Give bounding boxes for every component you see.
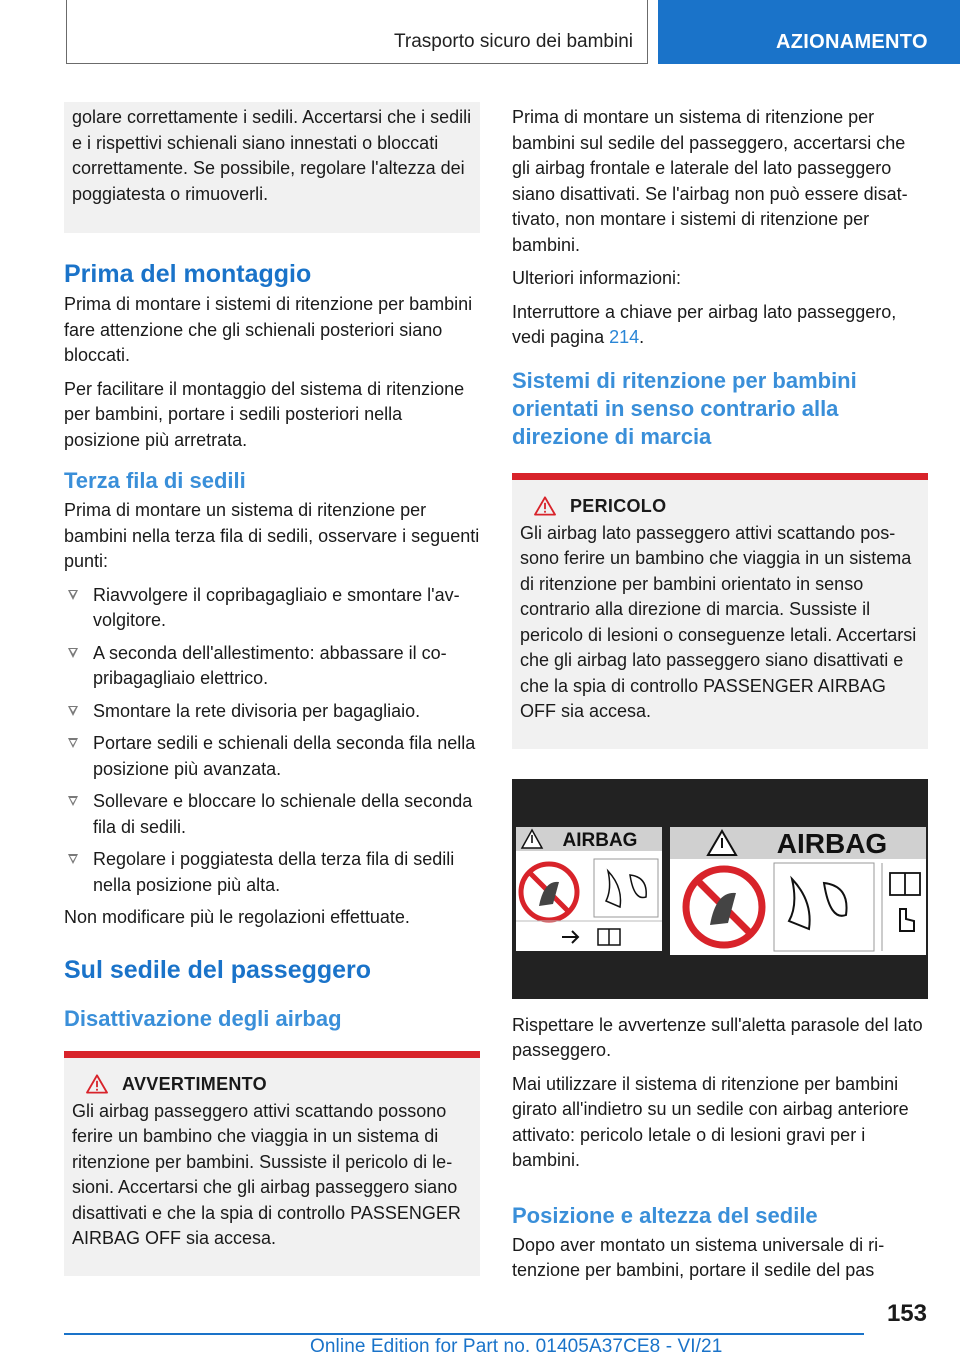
heading-disattivazione-airbag: Disattivazione degli airbag <box>64 1005 342 1031</box>
danger-title: PERICOLO <box>570 495 667 516</box>
small-label-airbag-text: AIRBAG <box>562 829 638 851</box>
paragraph-mai: Mai utilizzare il sistema di ritenzione per bambini girato all'indietro su un sedile con airbag anteriore attivato: pericolo letale o di lesioni gravi per i bambini. <box>512 1073 909 1170</box>
airbag-warning-labels-image <box>512 779 928 999</box>
header-section-box <box>66 0 648 64</box>
triangle-bullet-icon <box>68 706 78 716</box>
warning-triangle-icon <box>534 496 556 516</box>
header-section-title: Trasporto sicuro dei bambini <box>393 31 633 52</box>
footer-divider <box>64 1333 864 1335</box>
note-text: golare correttamente i sedili. Accertarsi che i sedili e i rispettivi schienali siano innestati o bloccati correttamente. Se possibile, regolare l'altezza dei poggiatesta o rimuoverli. <box>72 107 472 204</box>
list-item: Regolare i poggiatesta della terza fila di sedili nella posizione più alta. <box>64 847 480 898</box>
list-item: Riavvolgere il copribagagliaio e smontare l'avvolgitore. <box>64 583 480 634</box>
right-column <box>512 102 928 1292</box>
left-column <box>64 102 480 1276</box>
triangle-bullet-icon <box>68 590 78 600</box>
paragraph-prima-1: Prima di montare i sistemi di ritenzione per bambini fare attenzione che gli schienali posteriori siano bloccati. <box>64 294 473 365</box>
paragraph-non-modificare: Non modificare più le regolazioni effettuate. <box>64 907 410 927</box>
edition-text: Online Edition for Part no. 01405A37CE8 - VI/21 <box>310 1336 723 1357</box>
warning-triangle-icon <box>86 1074 108 1094</box>
page-number: 153 <box>886 1300 927 1327</box>
bullet-list <box>64 583 480 899</box>
list-item: A seconda dell'allestimento: abbassare il copribagagliaio elettrico. <box>64 641 480 692</box>
danger-box <box>512 473 928 749</box>
heading-posizione-sedile: Posizione e altezza del sedile <box>512 1202 818 1228</box>
paragraph-dopo: Dopo aver montato un sistema universale di ritenzione per bambini, portare il sedile del pas <box>512 1234 885 1280</box>
paragraph-ulteriori: Ulteriori informazioni: <box>512 268 682 288</box>
large-label-airbag-text: AIRBAG <box>776 827 888 859</box>
heading-sistemi-ritenzione: Sistemi di ritenzione per bambini orientati in senso contrario alla direzione di marcia <box>512 367 857 449</box>
warning-title: AVVERTIMENTO <box>122 1073 267 1094</box>
triangle-bullet-icon <box>68 648 78 658</box>
paragraph-intro: Prima di montare un sistema di ritenzione per bambini sul sedile del passeggero, accertarsi che gli airbag frontale e laterale del lato passeggero siano disattivati. Se l'airbag non può essere disattivato, non montare i sistemi di ritenzione per bambini. <box>512 107 908 255</box>
paragraph-terza: Prima di montare un sistema di ritenzione per bambini nella terza fila di sedili, osservare i seguenti punti: <box>64 500 480 571</box>
header-chapter-tab[interactable] <box>658 0 960 64</box>
warning-text: Gli airbag passeggero attivi scattando possono ferire un bambino che viaggia in un sistema di ritenzione per bambini. Sussiste il pericolo di lesioni. Accertarsi che gli airbag passeggero siano disattivati e che la spia di controllo PASSENGER AIRBAG OFF sia accesa. <box>72 1100 461 1248</box>
list-item: Sollevare e bloccare lo schienale della seconda fila di sedili. <box>64 789 480 840</box>
heading-sul-sedile: Sul sedile del passeggero <box>64 955 372 984</box>
page-reference-link[interactable]: 214 <box>609 327 640 347</box>
paragraph-interruttore: Interruttore a chiave per airbag lato passeggero, vedi pagina 214. <box>512 301 897 347</box>
danger-text: Gli airbag lato passeggero attivi scattando possono ferire un bambino che viaggia in un sistema di ritenzione per bambini orientato in senso contrario alla direzione di marcia. Sussiste il pericolo di lesioni o conseguenze letali. Accertarsi che gli airbag lato passeggero siano disattivati e che la spia di controllo PASSENGER AIRBAG OFF sia accesa. <box>520 522 917 721</box>
triangle-bullet-icon <box>68 738 78 748</box>
airbag-label-figure <box>512 779 928 999</box>
triangle-bullet-icon <box>68 796 78 806</box>
list-item: Smontare la rete divisoria per bagagliaio. <box>64 699 480 725</box>
heading-prima-del-montaggio: Prima del montaggio <box>64 260 312 288</box>
header-chapter-title: AZIONAMENTO <box>776 31 928 53</box>
paragraph-prima-2: Per facilitare il montaggio del sistema di ritenzione per bambini, portare i sedili posteriori nella posizione più arretrata. <box>64 378 465 450</box>
heading-terza-fila: Terza fila di sedili <box>64 468 246 493</box>
continued-note-box <box>64 102 480 233</box>
triangle-bullet-icon <box>68 854 78 864</box>
warning-box <box>64 1051 480 1276</box>
list-item: Portare sedili e schienali della seconda fila nella posizione più avanzata. <box>64 731 480 782</box>
paragraph-rispettare: Rispettare le avvertenze sull'aletta parasole del lato passeggero. <box>512 1014 923 1060</box>
